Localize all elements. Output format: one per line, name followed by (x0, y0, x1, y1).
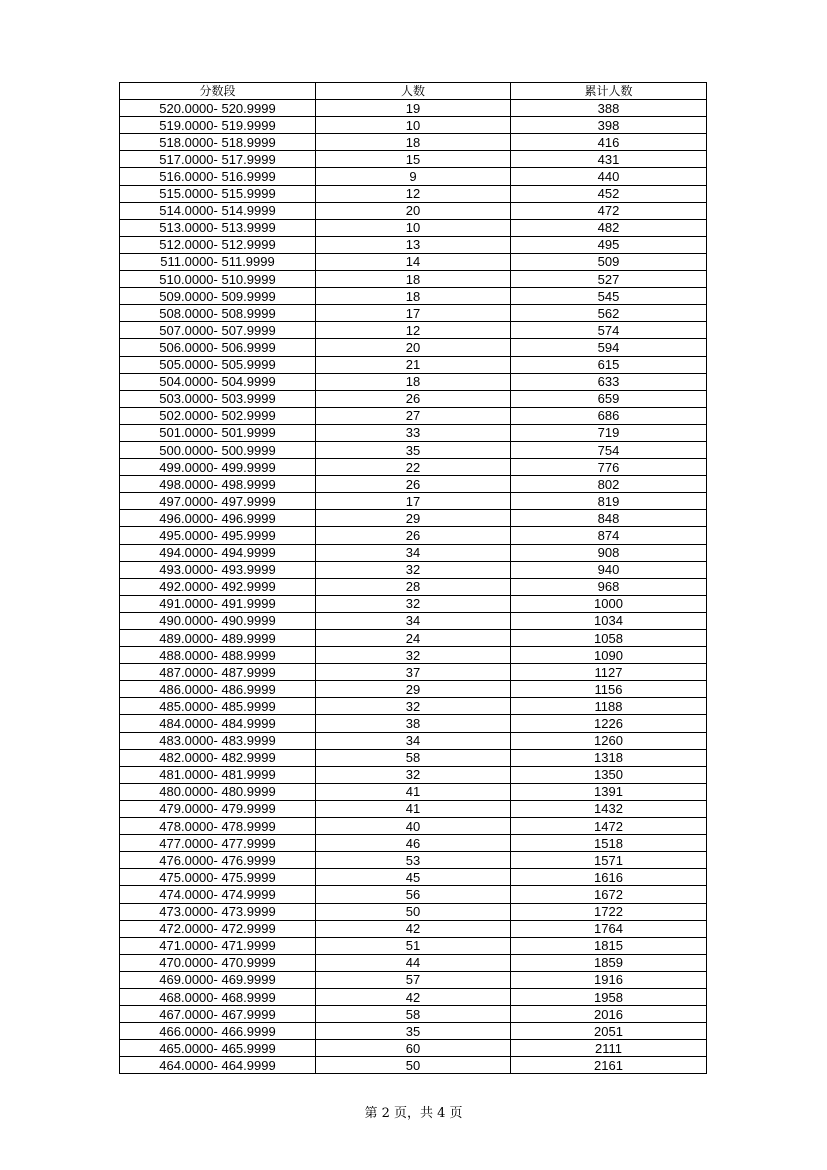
table-row (120, 1057, 707, 1074)
score-range-cell: 494.0000- 494.9999 (120, 544, 316, 561)
count-cell: 19 (316, 100, 511, 117)
count-cell: 41 (316, 800, 511, 817)
count-cell: 32 (316, 561, 511, 578)
table-row (120, 390, 707, 407)
count-cell: 24 (316, 630, 511, 647)
count-cell: 18 (316, 373, 511, 390)
score-range-cell: 490.0000- 490.9999 (120, 612, 316, 629)
score-range-cell: 481.0000- 481.9999 (120, 766, 316, 783)
header-cumulative-count: 累计人数 (511, 83, 707, 100)
cumulative-count-cell: 802 (511, 476, 707, 493)
count-cell: 27 (316, 407, 511, 424)
score-range-cell: 499.0000- 499.9999 (120, 459, 316, 476)
score-range-cell: 520.0000- 520.9999 (120, 100, 316, 117)
count-cell: 46 (316, 835, 511, 852)
count-cell: 35 (316, 441, 511, 458)
cumulative-count-cell: 440 (511, 168, 707, 185)
table-row (120, 459, 707, 476)
cumulative-count-cell: 719 (511, 424, 707, 441)
score-range-cell: 464.0000- 464.9999 (120, 1057, 316, 1074)
cumulative-count-cell: 968 (511, 578, 707, 595)
table-header (120, 83, 707, 100)
cumulative-count-cell: 1226 (511, 715, 707, 732)
score-range-cell: 501.0000- 501.9999 (120, 424, 316, 441)
cumulative-count-cell: 1859 (511, 954, 707, 971)
score-range-cell: 477.0000- 477.9999 (120, 835, 316, 852)
count-cell: 17 (316, 305, 511, 322)
count-cell: 10 (316, 219, 511, 236)
count-cell: 34 (316, 612, 511, 629)
header-score-range: 分数段 (120, 83, 316, 100)
table-row (120, 954, 707, 971)
count-cell: 17 (316, 493, 511, 510)
cumulative-count-cell: 1571 (511, 852, 707, 869)
count-cell: 22 (316, 459, 511, 476)
cumulative-count-cell: 388 (511, 100, 707, 117)
count-cell: 12 (316, 322, 511, 339)
table-row (120, 339, 707, 356)
count-cell: 29 (316, 681, 511, 698)
cumulative-count-cell: 1350 (511, 766, 707, 783)
cumulative-count-cell: 819 (511, 493, 707, 510)
table-row (120, 1023, 707, 1040)
count-cell: 28 (316, 578, 511, 595)
score-range-cell: 518.0000- 518.9999 (120, 134, 316, 151)
score-range-cell: 512.0000- 512.9999 (120, 236, 316, 253)
count-cell: 50 (316, 903, 511, 920)
score-distribution-table (119, 82, 707, 1074)
table-row (120, 424, 707, 441)
score-range-cell: 480.0000- 480.9999 (120, 783, 316, 800)
cumulative-count-cell: 1764 (511, 920, 707, 937)
table-row (120, 407, 707, 424)
count-cell: 12 (316, 185, 511, 202)
score-range-cell: 472.0000- 472.9999 (120, 920, 316, 937)
cumulative-count-cell: 495 (511, 236, 707, 253)
cumulative-count-cell: 1090 (511, 647, 707, 664)
count-cell: 58 (316, 1006, 511, 1023)
cumulative-count-cell: 527 (511, 271, 707, 288)
table-row (120, 818, 707, 835)
count-cell: 37 (316, 664, 511, 681)
cumulative-count-cell: 1432 (511, 800, 707, 817)
table-row (120, 168, 707, 185)
score-range-cell: 516.0000- 516.9999 (120, 168, 316, 185)
table-row (120, 236, 707, 253)
count-cell: 10 (316, 117, 511, 134)
score-range-cell: 505.0000- 505.9999 (120, 356, 316, 373)
count-cell: 20 (316, 339, 511, 356)
table-row (120, 578, 707, 595)
table-row (120, 698, 707, 715)
cumulative-count-cell: 615 (511, 356, 707, 373)
score-range-cell: 476.0000- 476.9999 (120, 852, 316, 869)
score-range-cell: 489.0000- 489.9999 (120, 630, 316, 647)
score-range-cell: 510.0000- 510.9999 (120, 271, 316, 288)
score-range-cell: 507.0000- 507.9999 (120, 322, 316, 339)
table-row (120, 595, 707, 612)
cumulative-count-cell: 545 (511, 288, 707, 305)
score-range-cell: 485.0000- 485.9999 (120, 698, 316, 715)
cumulative-count-cell: 874 (511, 527, 707, 544)
table-row (120, 664, 707, 681)
table-row (120, 561, 707, 578)
score-range-cell: 482.0000- 482.9999 (120, 749, 316, 766)
cumulative-count-cell: 848 (511, 510, 707, 527)
score-range-cell: 514.0000- 514.9999 (120, 202, 316, 219)
count-cell: 20 (316, 202, 511, 219)
count-cell: 29 (316, 510, 511, 527)
table-row (120, 527, 707, 544)
table-row (120, 219, 707, 236)
table-row (120, 971, 707, 988)
score-range-cell: 497.0000- 497.9999 (120, 493, 316, 510)
table-row (120, 322, 707, 339)
score-range-cell: 470.0000- 470.9999 (120, 954, 316, 971)
cumulative-count-cell: 2161 (511, 1057, 707, 1074)
cumulative-count-cell: 1815 (511, 937, 707, 954)
score-range-cell: 502.0000- 502.9999 (120, 407, 316, 424)
count-cell: 53 (316, 852, 511, 869)
count-cell: 38 (316, 715, 511, 732)
score-range-cell: 508.0000- 508.9999 (120, 305, 316, 322)
score-range-cell: 486.0000- 486.9999 (120, 681, 316, 698)
cumulative-count-cell: 452 (511, 185, 707, 202)
score-range-cell: 513.0000- 513.9999 (120, 219, 316, 236)
count-cell: 50 (316, 1057, 511, 1074)
table-row (120, 271, 707, 288)
table-row (120, 544, 707, 561)
cumulative-count-cell: 2051 (511, 1023, 707, 1040)
cumulative-count-cell: 1127 (511, 664, 707, 681)
score-range-cell: 488.0000- 488.9999 (120, 647, 316, 664)
count-cell: 32 (316, 647, 511, 664)
score-range-cell: 474.0000- 474.9999 (120, 886, 316, 903)
count-cell: 32 (316, 766, 511, 783)
cumulative-count-cell: 1260 (511, 732, 707, 749)
count-cell: 58 (316, 749, 511, 766)
cumulative-count-cell: 633 (511, 373, 707, 390)
cumulative-count-cell: 659 (511, 390, 707, 407)
cumulative-count-cell: 594 (511, 339, 707, 356)
count-cell: 44 (316, 954, 511, 971)
table-row (120, 835, 707, 852)
score-range-cell: 468.0000- 468.9999 (120, 988, 316, 1005)
count-cell: 26 (316, 527, 511, 544)
cumulative-count-cell: 431 (511, 151, 707, 168)
score-range-cell: 469.0000- 469.9999 (120, 971, 316, 988)
count-cell: 26 (316, 476, 511, 493)
count-cell: 34 (316, 544, 511, 561)
score-range-cell: 466.0000- 466.9999 (120, 1023, 316, 1040)
count-cell: 57 (316, 971, 511, 988)
table-row (120, 185, 707, 202)
cumulative-count-cell: 509 (511, 253, 707, 270)
table-row (120, 852, 707, 869)
count-cell: 15 (316, 151, 511, 168)
cumulative-count-cell: 1518 (511, 835, 707, 852)
table-row (120, 783, 707, 800)
cumulative-count-cell: 398 (511, 117, 707, 134)
cumulative-count-cell: 1616 (511, 869, 707, 886)
cumulative-count-cell: 562 (511, 305, 707, 322)
cumulative-count-cell: 686 (511, 407, 707, 424)
score-range-cell: 491.0000- 491.9999 (120, 595, 316, 612)
count-cell: 13 (316, 236, 511, 253)
score-range-cell: 519.0000- 519.9999 (120, 117, 316, 134)
table-row (120, 493, 707, 510)
count-cell: 14 (316, 253, 511, 270)
cumulative-count-cell: 1472 (511, 818, 707, 835)
score-range-cell: 496.0000- 496.9999 (120, 510, 316, 527)
count-cell: 18 (316, 288, 511, 305)
table-row (120, 937, 707, 954)
count-cell: 26 (316, 390, 511, 407)
table-row (120, 612, 707, 629)
score-range-cell: 478.0000- 478.9999 (120, 818, 316, 835)
table-row (120, 800, 707, 817)
score-range-cell: 467.0000- 467.9999 (120, 1006, 316, 1023)
score-range-cell: 471.0000- 471.9999 (120, 937, 316, 954)
count-cell: 35 (316, 1023, 511, 1040)
table-row (120, 305, 707, 322)
cumulative-count-cell: 1156 (511, 681, 707, 698)
cumulative-count-cell: 1188 (511, 698, 707, 715)
cumulative-count-cell: 482 (511, 219, 707, 236)
count-cell: 18 (316, 271, 511, 288)
cumulative-count-cell: 472 (511, 202, 707, 219)
score-range-cell: 500.0000- 500.9999 (120, 441, 316, 458)
cumulative-count-cell: 1672 (511, 886, 707, 903)
table-row (120, 151, 707, 168)
table-row (120, 134, 707, 151)
cumulative-count-cell: 1722 (511, 903, 707, 920)
table-row (120, 117, 707, 134)
cumulative-count-cell: 416 (511, 134, 707, 151)
count-cell: 32 (316, 595, 511, 612)
score-range-cell: 503.0000- 503.9999 (120, 390, 316, 407)
score-range-cell: 517.0000- 517.9999 (120, 151, 316, 168)
count-cell: 18 (316, 134, 511, 151)
count-cell: 56 (316, 886, 511, 903)
score-range-cell: 473.0000- 473.9999 (120, 903, 316, 920)
score-range-cell: 465.0000- 465.9999 (120, 1040, 316, 1057)
count-cell: 33 (316, 424, 511, 441)
count-cell: 32 (316, 698, 511, 715)
count-cell: 21 (316, 356, 511, 373)
cumulative-count-cell: 2111 (511, 1040, 707, 1057)
table-row (120, 373, 707, 390)
cumulative-count-cell: 908 (511, 544, 707, 561)
table-row (120, 476, 707, 493)
count-cell: 60 (316, 1040, 511, 1057)
score-range-cell: 493.0000- 493.9999 (120, 561, 316, 578)
table-row (120, 202, 707, 219)
table-row (120, 749, 707, 766)
cumulative-count-cell: 754 (511, 441, 707, 458)
count-cell: 42 (316, 988, 511, 1005)
page-footer: 第 2 页，共 4 页 (364, 1106, 463, 1121)
score-range-cell: 475.0000- 475.9999 (120, 869, 316, 886)
cumulative-count-cell: 1318 (511, 749, 707, 766)
table-row (120, 732, 707, 749)
header-count: 人数 (316, 83, 511, 100)
cumulative-count-cell: 1034 (511, 612, 707, 629)
table-row (120, 253, 707, 270)
table-row (120, 715, 707, 732)
count-cell: 45 (316, 869, 511, 886)
table-row (120, 510, 707, 527)
score-range-cell: 483.0000- 483.9999 (120, 732, 316, 749)
score-range-cell: 479.0000- 479.9999 (120, 800, 316, 817)
table-row (120, 1006, 707, 1023)
score-range-cell: 498.0000- 498.9999 (120, 476, 316, 493)
score-range-cell: 506.0000- 506.9999 (120, 339, 316, 356)
cumulative-count-cell: 1058 (511, 630, 707, 647)
score-range-cell: 495.0000- 495.9999 (120, 527, 316, 544)
cumulative-count-cell: 2016 (511, 1006, 707, 1023)
cumulative-count-cell: 940 (511, 561, 707, 578)
cumulative-count-cell: 776 (511, 459, 707, 476)
score-range-cell: 484.0000- 484.9999 (120, 715, 316, 732)
table-row (120, 988, 707, 1005)
score-range-cell: 511.0000- 511.9999 (120, 253, 316, 270)
table-row (120, 766, 707, 783)
table-row (120, 681, 707, 698)
cumulative-count-cell: 1916 (511, 971, 707, 988)
count-cell: 34 (316, 732, 511, 749)
table-row (120, 288, 707, 305)
cumulative-count-cell: 1000 (511, 595, 707, 612)
table-row (120, 869, 707, 886)
table-row (120, 903, 707, 920)
cumulative-count-cell: 1391 (511, 783, 707, 800)
count-cell: 9 (316, 168, 511, 185)
score-range-cell: 487.0000- 487.9999 (120, 664, 316, 681)
cumulative-count-cell: 574 (511, 322, 707, 339)
table-row (120, 630, 707, 647)
cumulative-count-cell: 1958 (511, 988, 707, 1005)
score-range-cell: 515.0000- 515.9999 (120, 185, 316, 202)
table-body (120, 100, 707, 1074)
table-row (120, 356, 707, 373)
table-row (120, 886, 707, 903)
table-row (120, 647, 707, 664)
score-range-cell: 504.0000- 504.9999 (120, 373, 316, 390)
table-row (120, 1040, 707, 1057)
table-row (120, 441, 707, 458)
score-range-cell: 509.0000- 509.9999 (120, 288, 316, 305)
count-cell: 41 (316, 783, 511, 800)
score-range-cell: 492.0000- 492.9999 (120, 578, 316, 595)
table-row (120, 920, 707, 937)
count-cell: 51 (316, 937, 511, 954)
header-row (120, 83, 707, 100)
count-cell: 40 (316, 818, 511, 835)
count-cell: 42 (316, 920, 511, 937)
table-row (120, 100, 707, 117)
